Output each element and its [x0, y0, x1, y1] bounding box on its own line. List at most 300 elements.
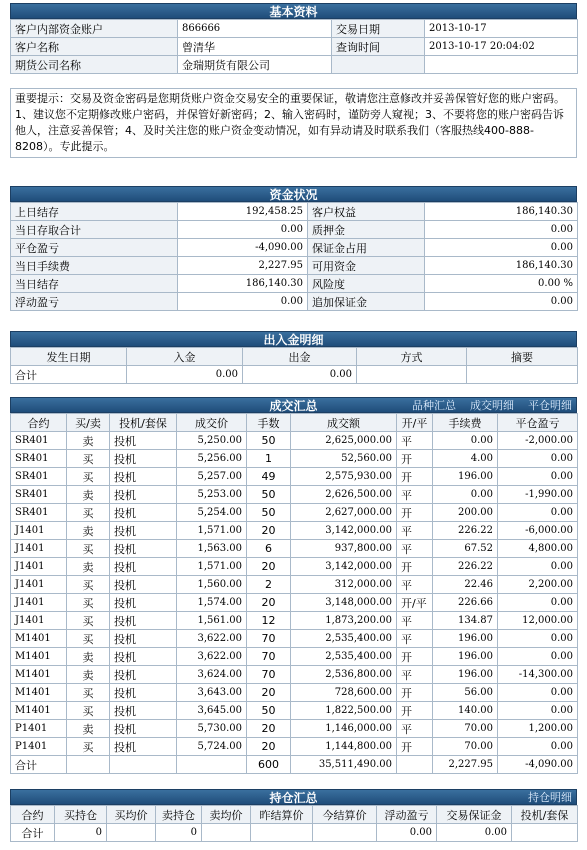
trade-cell: SR401 [11, 432, 67, 450]
io-total-cell [467, 366, 578, 384]
trade-cell: 2,575,930.00 [291, 468, 397, 486]
io-title: 出入金明细 [10, 331, 577, 347]
trade-cell: 平 [397, 666, 433, 684]
trade-cell: 2,200.00 [498, 576, 578, 594]
trade-cell: 50 [247, 504, 291, 522]
table-row [11, 576, 578, 594]
trades-total-cell: 35,511,490.00 [291, 756, 397, 774]
table-row [11, 684, 578, 702]
trade-cell: 0.00 [498, 648, 578, 666]
trade-cell: 投机 [110, 594, 177, 612]
funds-row [11, 275, 578, 293]
trade-cell: 20 [247, 684, 291, 702]
trade-cell: 开 [397, 450, 433, 468]
trade-cell: 平 [397, 522, 433, 540]
funds-row [11, 257, 578, 275]
funds-value: 186,140.30 [425, 203, 578, 221]
trade-cell: 卖 [67, 486, 110, 504]
trade-cell: 937,800.00 [291, 540, 397, 558]
trade-cell: 312,000.00 [291, 576, 397, 594]
trade-cell: 1,574.00 [177, 594, 247, 612]
trade-cell: 投机 [110, 504, 177, 522]
trade-cell: -6,000.00 [498, 522, 578, 540]
trade-cell: 投机 [110, 720, 177, 738]
notice-section [10, 88, 577, 158]
trade-cell: 平 [397, 576, 433, 594]
funds-label: 风险度 [308, 275, 425, 293]
funds-value: 0.00 [178, 293, 308, 311]
trades-total-cell: 2,227.95 [433, 756, 498, 774]
trade-cell: 0.00 [498, 630, 578, 648]
trade-cell: 5,724.00 [177, 738, 247, 756]
basic-info-row [11, 20, 578, 38]
trade-cell: 投机 [110, 630, 177, 648]
trade-cell: 投机 [110, 738, 177, 756]
trade-cell: SR401 [11, 468, 67, 486]
trades-total-cell: 600 [247, 756, 291, 774]
funds-value: 2,227.95 [178, 257, 308, 275]
funds-value: 0.00 [425, 239, 578, 257]
trade-cell: M1401 [11, 702, 67, 720]
trade-cell: J1401 [11, 540, 67, 558]
positions-total-cell [251, 824, 313, 842]
trade-cell: 买 [67, 540, 110, 558]
funds-label: 上日结存 [11, 203, 178, 221]
table-row [11, 540, 578, 558]
io-column-header: 摘要 [467, 348, 578, 366]
io-column-header: 出金 [243, 348, 357, 366]
trade-cell: 1,822,500.00 [291, 702, 397, 720]
trade-cell: M1401 [11, 684, 67, 702]
trade-cell: 投机 [110, 468, 177, 486]
positions-column-header: 卖持仓 [156, 806, 202, 824]
table-row [11, 612, 578, 630]
trade-cell: 卖 [67, 720, 110, 738]
positions-title: 持仓汇总 [269, 791, 318, 805]
funds-row [11, 203, 578, 221]
trade-cell: 70.00 [433, 720, 498, 738]
trades-column-header: 买/卖 [67, 414, 110, 432]
trade-cell: 买 [67, 738, 110, 756]
basic-info-table [10, 19, 578, 74]
table-row [11, 594, 578, 612]
trade-cell: 卖 [67, 522, 110, 540]
basic-info-row [11, 38, 578, 56]
trade-cell: 开/平 [397, 594, 433, 612]
trades-column-header: 手数 [247, 414, 291, 432]
funds-label: 当日存取合计 [11, 221, 178, 239]
io-total-cell: 0.00 [243, 366, 357, 384]
positions-total-cell [107, 824, 156, 842]
trade-cell: J1401 [11, 594, 67, 612]
positions-total-cell: 合计 [11, 824, 55, 842]
funds-value: 0.00 [425, 221, 578, 239]
trade-cell: 196.00 [433, 468, 498, 486]
positions-total-cell [512, 824, 578, 842]
trade-cell: 平 [397, 540, 433, 558]
table-row [11, 432, 578, 450]
trade-cell: SR401 [11, 450, 67, 468]
positions-column-header: 浮动盈亏 [377, 806, 437, 824]
trade-cell: 投机 [110, 486, 177, 504]
trade-cell: 投机 [110, 540, 177, 558]
basic-value: 金瑞期货有限公司 [178, 56, 332, 74]
trade-cell: 50 [247, 702, 291, 720]
trade-cell: 0.00 [433, 486, 498, 504]
positions-total-cell: 0.00 [437, 824, 512, 842]
positions-column-header: 买持仓 [55, 806, 107, 824]
trade-cell: 140.00 [433, 702, 498, 720]
trade-cell: 12 [247, 612, 291, 630]
trade-cell: M1401 [11, 666, 67, 684]
trade-cell: J1401 [11, 576, 67, 594]
positions-link[interactable]: 持仓明细 [528, 791, 572, 804]
positions-column-header: 交易保证金 [437, 806, 512, 824]
io-column-header: 发生日期 [11, 348, 127, 366]
table-row [11, 558, 578, 576]
trade-cell: -1,990.00 [498, 486, 578, 504]
trade-cell: 6 [247, 540, 291, 558]
trade-cell: 1,563.00 [177, 540, 247, 558]
table-row [11, 666, 578, 684]
trade-cell: 1 [247, 450, 291, 468]
notice-text: 重要提示：交易及资金密码是您期货账户资金交易安全的重要保证，敬请您注意修改并妥善保管好您的账户密码。1、建议您不定期修改账户密码，并保管好新密码；2、输入密码时，谨防旁人窥视；3、不要将您的账户密码告诉他人，注意妥善保管；4、及时关注您的账户资金变动情况，如有异动请及时联系我们（客服热线400-888-8208）。专此提示。 [10, 88, 577, 158]
table-row [11, 720, 578, 738]
positions-column-header: 买均价 [107, 806, 156, 824]
trade-cell: 4,800.00 [498, 540, 578, 558]
trade-cell: 50 [247, 432, 291, 450]
funds-value: 0.00 [425, 293, 578, 311]
io-column-header: 入金 [127, 348, 243, 366]
trade-cell: -14,300.00 [498, 666, 578, 684]
funds-value: 0.00 % [425, 275, 578, 293]
trade-cell: 226.66 [433, 594, 498, 612]
funds-label: 平仓盈亏 [11, 239, 178, 257]
trade-cell: 卖 [67, 666, 110, 684]
trade-cell: 买 [67, 450, 110, 468]
trade-cell: 56.00 [433, 684, 498, 702]
trade-cell: 70.00 [433, 738, 498, 756]
positions-title-bar [10, 789, 577, 805]
trade-cell: 1,873,200.00 [291, 612, 397, 630]
trade-cell: 投机 [110, 684, 177, 702]
trade-cell: 投机 [110, 558, 177, 576]
funds-label: 客户权益 [308, 203, 425, 221]
io-column-header: 方式 [357, 348, 467, 366]
trade-cell: 70 [247, 648, 291, 666]
trade-cell: 1,571.00 [177, 558, 247, 576]
trade-cell: M1401 [11, 630, 67, 648]
trade-cell: 20 [247, 720, 291, 738]
trade-cell: P1401 [11, 738, 67, 756]
trade-cell: 平 [397, 432, 433, 450]
positions-links [514, 790, 572, 806]
trade-cell: 投机 [110, 432, 177, 450]
trade-cell: P1401 [11, 720, 67, 738]
trade-cell: -2,000.00 [498, 432, 578, 450]
trades-title-bar [10, 397, 577, 413]
trade-cell: 开 [397, 558, 433, 576]
table-row [11, 486, 578, 504]
trade-cell: 226.22 [433, 558, 498, 576]
trade-cell: J1401 [11, 612, 67, 630]
positions-section [10, 789, 577, 842]
trade-cell: 开 [397, 648, 433, 666]
trade-cell: 5,256.00 [177, 450, 247, 468]
basic-label: 期货公司名称 [11, 56, 178, 74]
trade-cell: 67.52 [433, 540, 498, 558]
trades-column-header: 开/平 [397, 414, 433, 432]
trade-cell: 0.00 [498, 558, 578, 576]
trade-cell: 196.00 [433, 630, 498, 648]
trade-cell: 2,625,000.00 [291, 432, 397, 450]
trade-cell: 226.22 [433, 522, 498, 540]
positions-total-cell: 0 [156, 824, 202, 842]
trade-cell: 卖 [67, 432, 110, 450]
trade-cell: 开 [397, 504, 433, 522]
trade-cell: 3,622.00 [177, 630, 247, 648]
positions-total-cell [202, 824, 251, 842]
trade-cell: 12,000.00 [498, 612, 578, 630]
trade-cell: 1,561.00 [177, 612, 247, 630]
basic-value: 2013-10-17 20:04:02 [425, 38, 578, 56]
trade-cell: 2,626,500.00 [291, 486, 397, 504]
trade-cell: 卖 [67, 558, 110, 576]
positions-total-cell: 0 [55, 824, 107, 842]
trade-cell: 0.00 [498, 702, 578, 720]
funds-label: 可用资金 [308, 257, 425, 275]
trade-cell: 49 [247, 468, 291, 486]
trade-cell: 70 [247, 666, 291, 684]
trade-cell: M1401 [11, 648, 67, 666]
positions-table [10, 805, 578, 842]
trade-cell: 平 [397, 630, 433, 648]
trades-column-header: 合约 [11, 414, 67, 432]
trades-links [398, 398, 572, 414]
basic-label: 客户内部资金账户 [11, 20, 178, 38]
basic-label: 客户名称 [11, 38, 178, 56]
trade-cell: 52,560.00 [291, 450, 397, 468]
trades-column-header: 投机/套保 [110, 414, 177, 432]
trade-cell: 投机 [110, 666, 177, 684]
trade-cell: 5,254.00 [177, 504, 247, 522]
funds-row [11, 221, 578, 239]
trade-cell: J1401 [11, 558, 67, 576]
trade-cell: 3,142,000.00 [291, 558, 397, 576]
trade-cell: 3,643.00 [177, 684, 247, 702]
funds-row [11, 293, 578, 311]
table-row [11, 648, 578, 666]
positions-total-row [11, 824, 578, 842]
trade-cell: 平 [397, 612, 433, 630]
trade-cell: 买 [67, 612, 110, 630]
trade-cell: 投机 [110, 522, 177, 540]
trade-cell: 2,535,400.00 [291, 648, 397, 666]
table-row [11, 522, 578, 540]
funds-label: 当日结存 [11, 275, 178, 293]
trade-cell: 平 [397, 720, 433, 738]
trades-total-cell [177, 756, 247, 774]
trades-total-cell [110, 756, 177, 774]
trade-cell: 投机 [110, 702, 177, 720]
trade-cell: 0.00 [498, 738, 578, 756]
trade-cell: 5,257.00 [177, 468, 247, 486]
basic-info-row [11, 56, 578, 74]
funds-table [10, 202, 578, 311]
basic-value [425, 56, 578, 74]
basic-info-title: 基本资料 [10, 3, 577, 19]
trade-cell: 0.00 [498, 468, 578, 486]
trade-cell: 5,730.00 [177, 720, 247, 738]
trade-cell: 买 [67, 504, 110, 522]
table-row [11, 468, 578, 486]
trade-cell: 20 [247, 594, 291, 612]
trades-total-cell: 合计 [11, 756, 67, 774]
trade-cell: SR401 [11, 504, 67, 522]
trade-cell: 3,622.00 [177, 648, 247, 666]
trade-cell: 投机 [110, 576, 177, 594]
trade-cell: 22.46 [433, 576, 498, 594]
table-row [11, 450, 578, 468]
trade-cell: 50 [247, 486, 291, 504]
io-section [10, 331, 577, 384]
trade-cell: 3,148,000.00 [291, 594, 397, 612]
basic-info-section [10, 3, 577, 74]
trades-table [10, 413, 578, 774]
trade-cell: 买 [67, 630, 110, 648]
funds-section [10, 186, 577, 311]
basic-label: 交易日期 [332, 20, 425, 38]
positions-column-header: 昨结算价 [251, 806, 313, 824]
trade-cell: 70 [247, 630, 291, 648]
funds-value: 192,458.25 [178, 203, 308, 221]
trade-cell: 2 [247, 576, 291, 594]
trade-cell: 2,536,800.00 [291, 666, 397, 684]
trade-cell: 0.00 [433, 432, 498, 450]
io-total-cell: 合计 [11, 366, 127, 384]
trade-cell: 196.00 [433, 666, 498, 684]
trade-cell: 买 [67, 594, 110, 612]
trades-column-header: 手续费 [433, 414, 498, 432]
trade-cell: 买 [67, 702, 110, 720]
trade-cell: 20 [247, 738, 291, 756]
trade-cell: 20 [247, 558, 291, 576]
trade-cell: 5,253.00 [177, 486, 247, 504]
trade-cell: 投机 [110, 648, 177, 666]
trades-column-header: 成交价 [177, 414, 247, 432]
trade-cell: 134.87 [433, 612, 498, 630]
trade-cell: 1,560.00 [177, 576, 247, 594]
funds-value: 186,140.30 [178, 275, 308, 293]
positions-column-header: 合约 [11, 806, 55, 824]
trade-cell: 卖 [67, 648, 110, 666]
trade-cell: 2,535,400.00 [291, 630, 397, 648]
trade-cell: 开 [397, 702, 433, 720]
trades-link[interactable]: 成交明细 [470, 399, 514, 412]
funds-label: 浮动盈亏 [11, 293, 178, 311]
trades-section [10, 397, 577, 774]
table-row [11, 702, 578, 720]
trade-cell: 728,600.00 [291, 684, 397, 702]
trade-cell: 0.00 [498, 594, 578, 612]
trade-cell: 买 [67, 684, 110, 702]
trade-cell: 投机 [110, 450, 177, 468]
positions-total-cell [313, 824, 377, 842]
funds-value: 0.00 [178, 221, 308, 239]
positions-total-cell: 0.00 [377, 824, 437, 842]
funds-label: 质押金 [308, 221, 425, 239]
trades-link[interactable]: 平仓明细 [528, 399, 572, 412]
funds-label: 追加保证金 [308, 293, 425, 311]
funds-label: 保证金占用 [308, 239, 425, 257]
io-table [10, 347, 578, 384]
trade-cell: 投机 [110, 612, 177, 630]
trade-cell: 1,144,800.00 [291, 738, 397, 756]
trade-cell: 开 [397, 738, 433, 756]
basic-value: 866666 [178, 20, 332, 38]
trade-cell: J1401 [11, 522, 67, 540]
trade-cell: 1,571.00 [177, 522, 247, 540]
positions-column-header: 卖均价 [202, 806, 251, 824]
funds-value: 186,140.30 [425, 257, 578, 275]
funds-row [11, 239, 578, 257]
trade-cell: 3,624.00 [177, 666, 247, 684]
funds-value: -4,090.00 [178, 239, 308, 257]
trade-cell: 开 [397, 468, 433, 486]
trade-cell: 200.00 [433, 504, 498, 522]
positions-column-header: 投机/套保 [512, 806, 578, 824]
basic-value: 2013-10-17 [425, 20, 578, 38]
trade-cell: 5,250.00 [177, 432, 247, 450]
basic-value: 曾清华 [178, 38, 332, 56]
trade-cell: 0.00 [498, 504, 578, 522]
trade-cell: SR401 [11, 486, 67, 504]
trade-cell: 20 [247, 522, 291, 540]
funds-label: 当日手续费 [11, 257, 178, 275]
trade-cell: 开 [397, 684, 433, 702]
io-total-cell: 0.00 [127, 366, 243, 384]
trade-cell: 买 [67, 576, 110, 594]
trade-cell: 买 [67, 468, 110, 486]
io-total-cell [357, 366, 467, 384]
funds-title: 资金状况 [10, 186, 577, 202]
trades-column-header: 平仓盈亏 [498, 414, 578, 432]
positions-column-header: 今结算价 [313, 806, 377, 824]
trades-column-header: 成交额 [291, 414, 397, 432]
trade-cell: 3,645.00 [177, 702, 247, 720]
trades-total-cell: -4,090.00 [498, 756, 578, 774]
trade-cell: 196.00 [433, 648, 498, 666]
trades-link[interactable]: 品种汇总 [412, 399, 456, 412]
basic-label [332, 56, 425, 74]
trade-cell: 0.00 [498, 684, 578, 702]
trades-title: 成交汇总 [269, 399, 318, 413]
trade-cell: 平 [397, 486, 433, 504]
table-row [11, 630, 578, 648]
trades-total-cell [67, 756, 110, 774]
io-total-row [11, 366, 578, 384]
trade-cell: 3,142,000.00 [291, 522, 397, 540]
trade-cell: 2,627,000.00 [291, 504, 397, 522]
trades-total-row [11, 756, 578, 774]
basic-label: 查询时间 [332, 38, 425, 56]
table-row [11, 738, 578, 756]
table-row [11, 504, 578, 522]
trades-total-cell [397, 756, 433, 774]
trade-cell: 1,146,000.00 [291, 720, 397, 738]
trade-cell: 0.00 [498, 450, 578, 468]
trade-cell: 1,200.00 [498, 720, 578, 738]
